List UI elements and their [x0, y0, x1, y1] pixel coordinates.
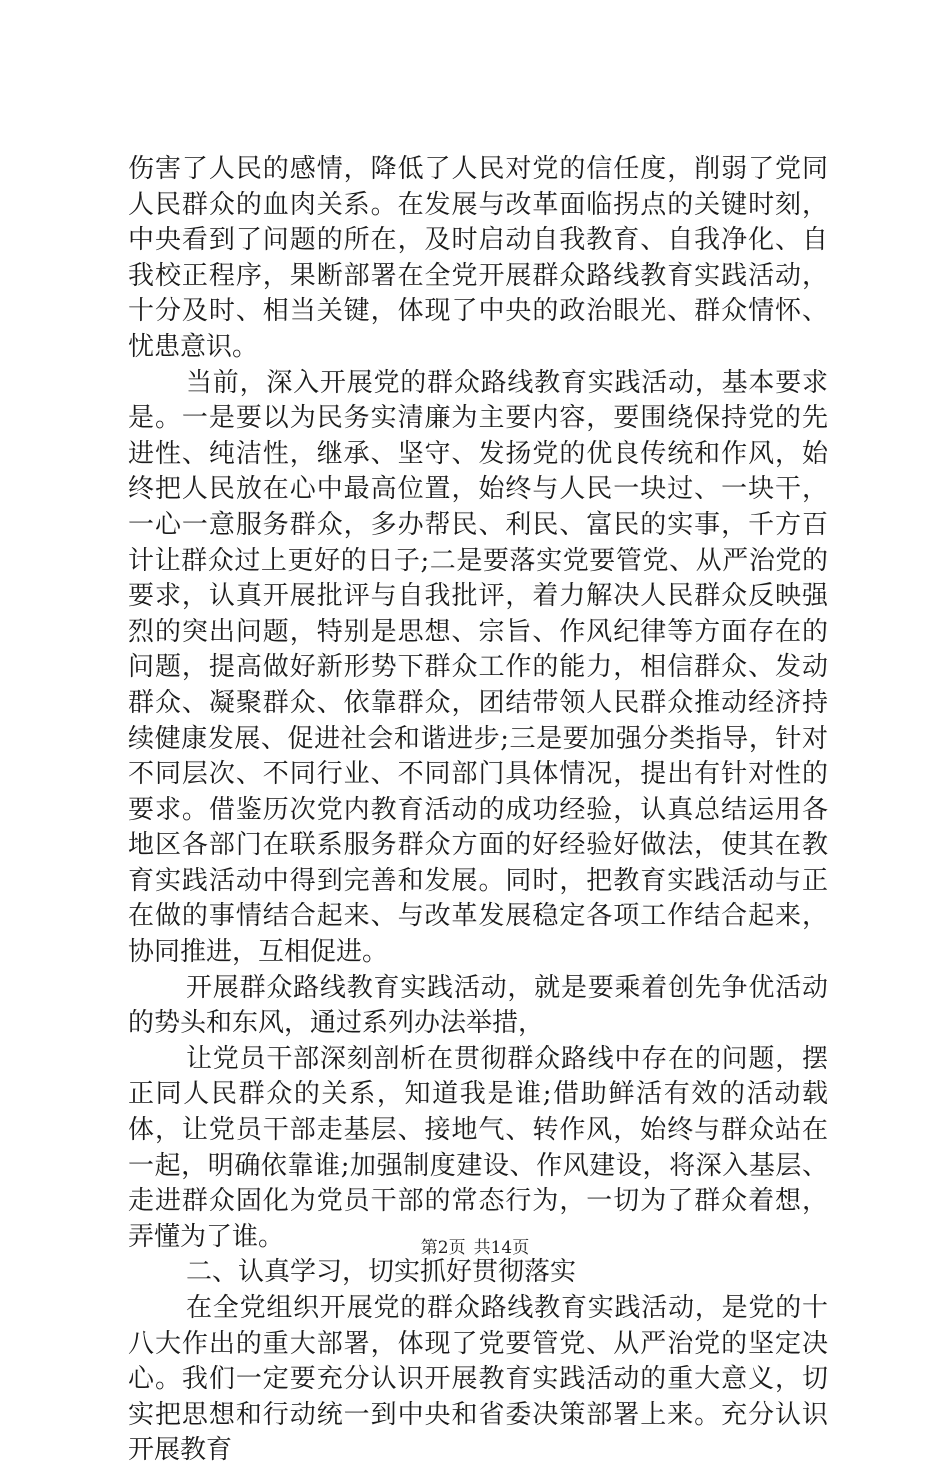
- page-total: 共14页: [473, 1238, 530, 1258]
- paragraph-2: 当前，深入开展党的群众路线教育实践活动，基本要求是。一是要以为民务实清廉为主要内容，要围绕保持党的先进性、纯洁性，继承、坚守、发扬党的优良传统和作风，始终把人民放在心中最高位置，始终与人民一块过、一块干，一心一意服务群众，多办帮民、利民、富民的实事，千方百计让群众过上更好的日子;二是要落实党要管党、从严治党的要求，认真开展批评与自我批评，着力解决人民群众反映强烈的突出问题，特别是思想、宗旨、作风纪律等方面存在的问题，提高做好新形势下群众工作的能力，相信群众、发动群众、凝聚群众、依靠群众，团结带领人民群众推动经济持续健康发展、促进社会和谐进步;三是要加强分类指导，针对不同层次、不同行业、不同部门具体情况，提出有针对性的要求。借鉴历次党内教育活动的成功经验，认真总结运用各地区各部门在联系服务群众方面的好经验好做法，使其在教育实践活动中得到完善和发展。同时，把教育实践活动与正在做的事情结合起来、与改革发展稳定各项工作结合起来，协同推进，互相促进。: [128, 367, 828, 968]
- paragraph-1: 伤害了人民的感情，降低了人民对党的信任度，削弱了党同人民群众的血肉关系。在发展与改革面临拐点的关键时刻，中央看到了问题的所在，及时启动自我教育、自我净化、自我校正程序，果断部署在全党开展群众路线教育实践活动，十分及时、相当关键，体现了中央的政治眼光、群众情怀、忧患意识。: [128, 154, 828, 362]
- page-footer: [0, 1233, 950, 1258]
- document-body: [128, 152, 828, 1469]
- page-number: 第2页: [420, 1238, 466, 1258]
- paragraph-3: 开展群众路线教育实践活动，就是要乘着创先争优活动的势头和东风，通过系列办法举措，: [128, 972, 828, 1039]
- section-heading: 二、认真学习，切实抓好贯彻落实: [186, 1257, 577, 1288]
- paragraph-5: 在全党组织开展党的群众路线教育实践活动，是党的十八大作出的重大部署，体现了党要管党、从严治党的坚定决心。我们一定要充分认识开展教育实践活动的重大意义，切实把思想和行动统一到中央和省委决策部署上来。充分认识开展教育: [128, 1293, 828, 1466]
- paragraph-4: 让党员干部深刻剖析在贯彻群众路线中存在的问题，摆正同人民群众的关系，知道我是谁;借助鲜活有效的活动载体，让党员干部走基层、接地气、转作风，始终与群众站在一起，明确依靠谁;加强制度建设、作风建设，将深入基层、走进群众固化为党员干部的常态行为，一切为了群众着想，弄懂为了谁。: [128, 1043, 828, 1252]
